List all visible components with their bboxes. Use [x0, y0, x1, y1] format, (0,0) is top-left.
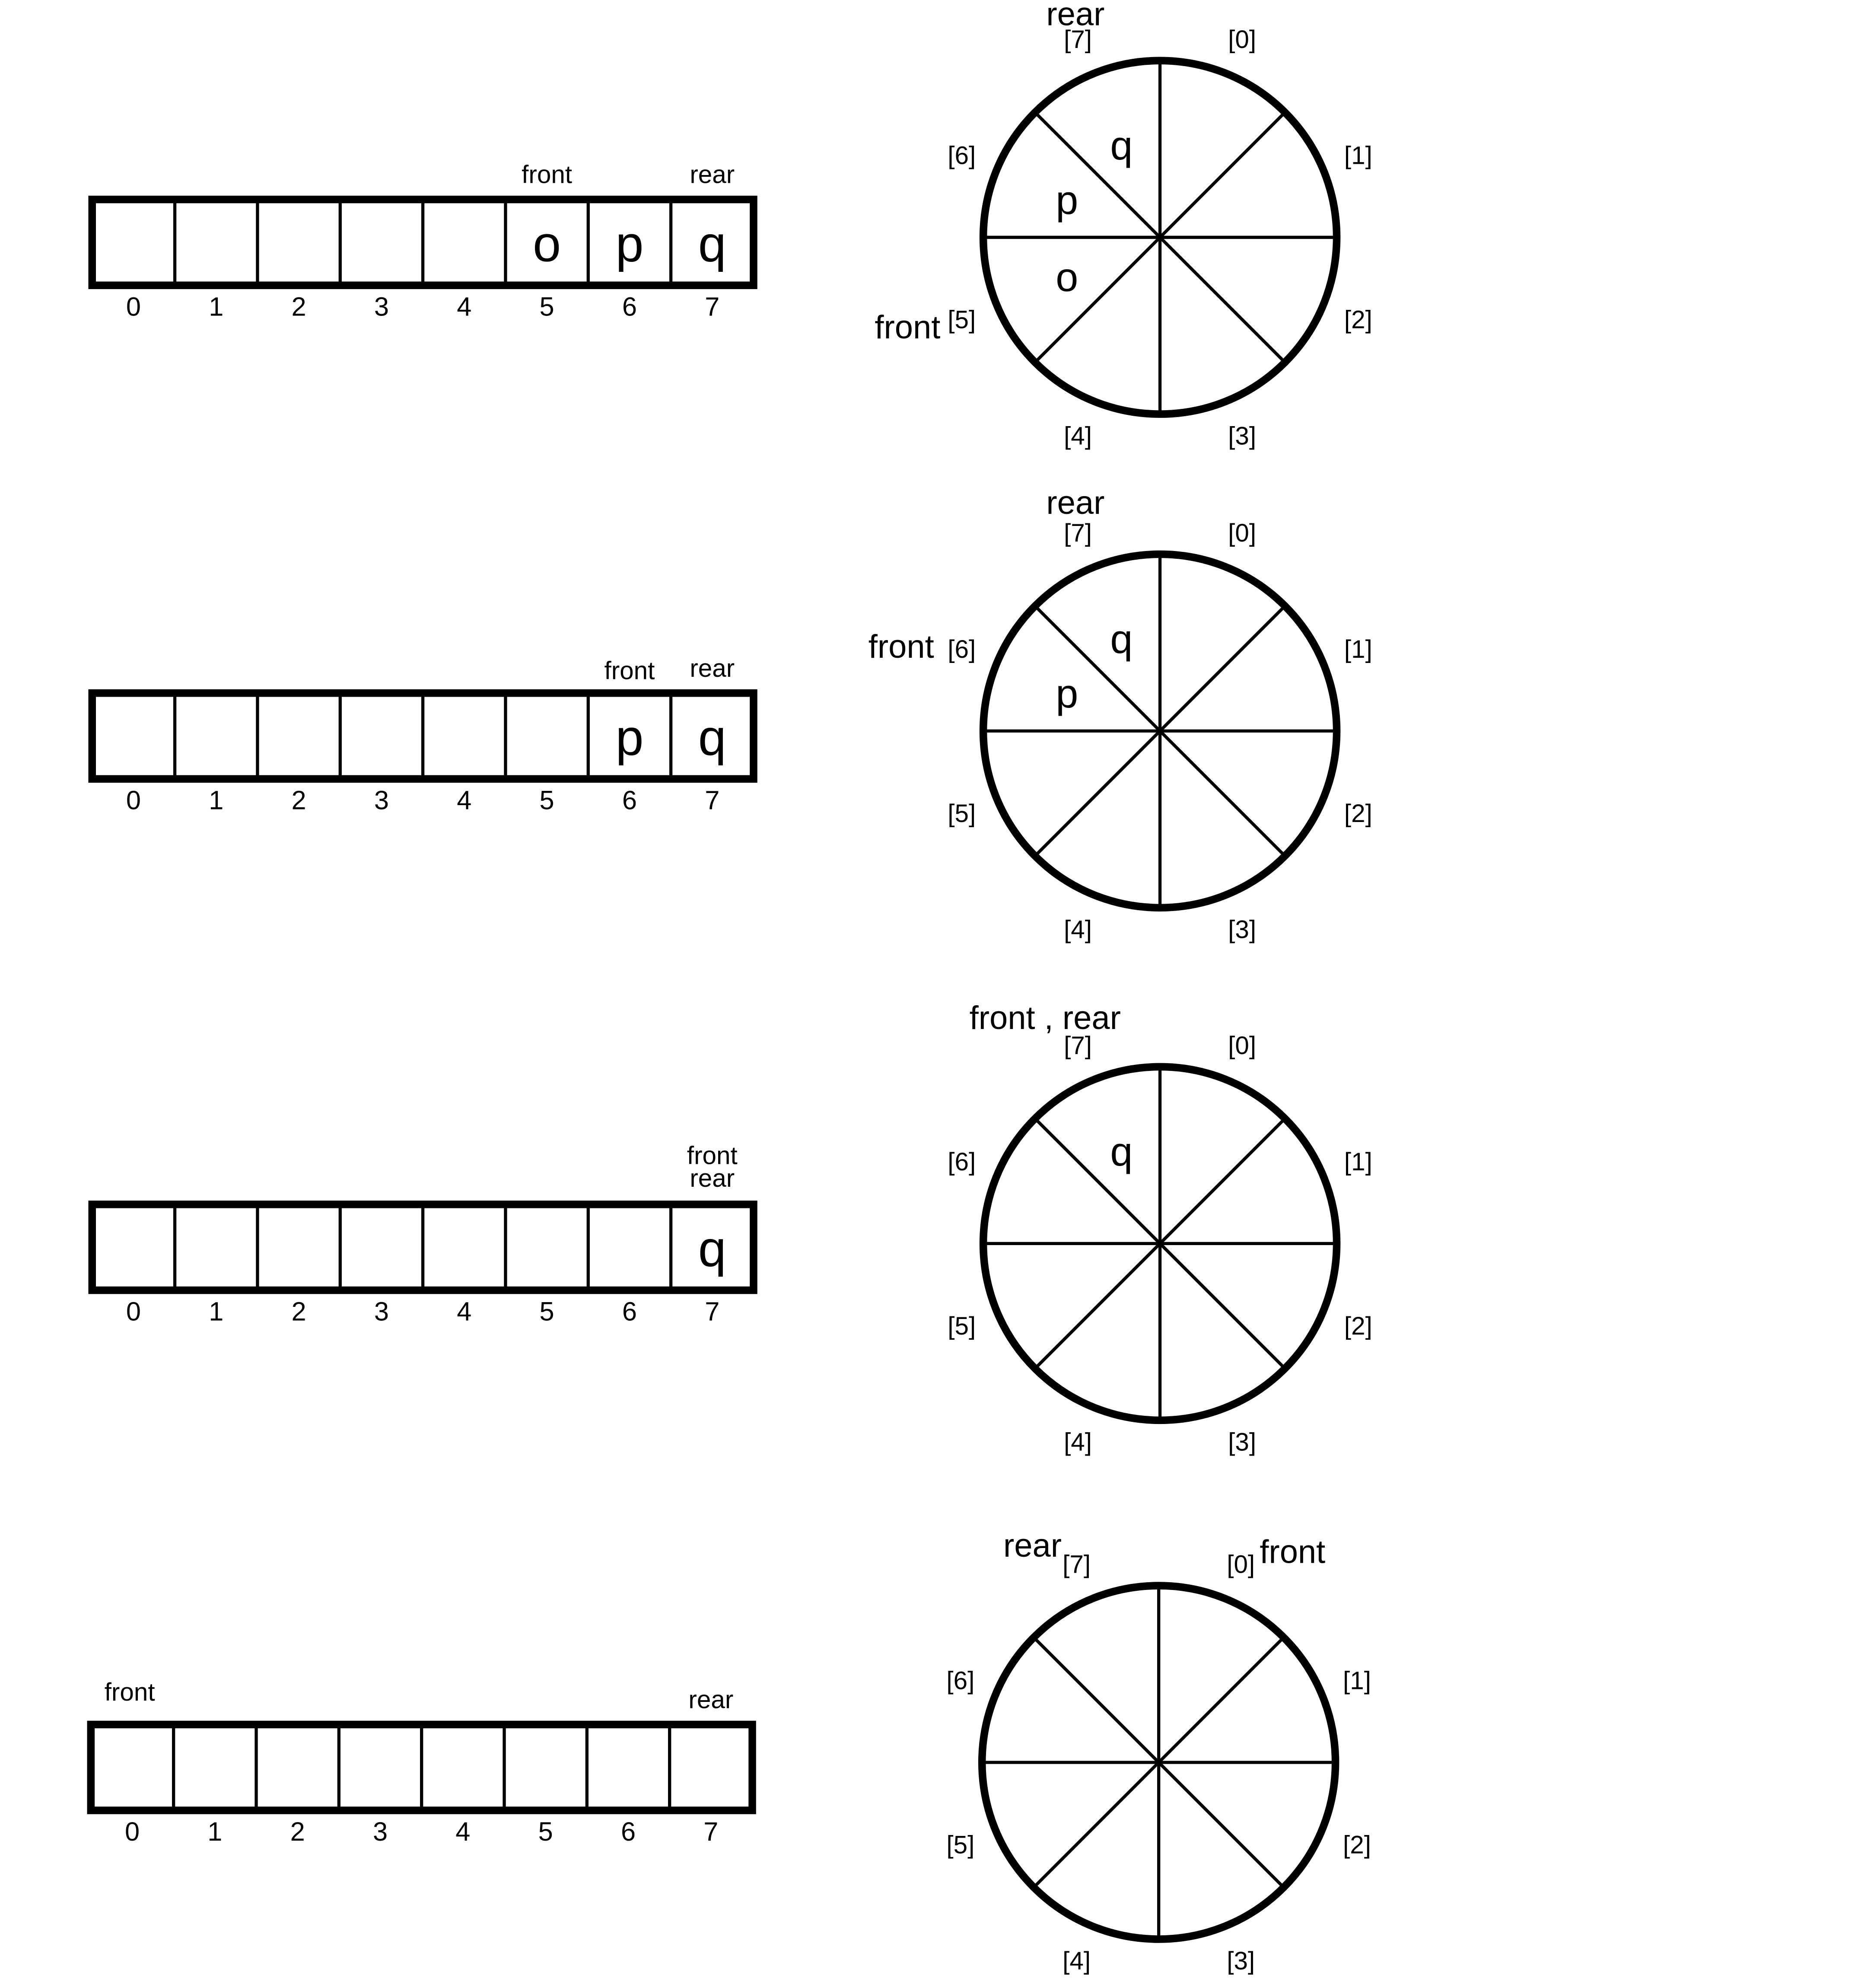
array-index-label: 2: [291, 785, 306, 815]
array-marker-front: front: [687, 1141, 738, 1170]
slot-index-label: [7]: [1063, 1550, 1091, 1579]
slot-value: q: [1110, 616, 1133, 662]
circle-pointer-rear: rear: [1046, 484, 1105, 521]
array-index-label: 5: [539, 785, 554, 815]
array-index-label: 5: [538, 1816, 553, 1847]
slot-index-label: [1]: [1343, 1666, 1371, 1695]
panel-0: [92, 0, 1372, 450]
array-cell-value: q: [698, 1220, 726, 1277]
slot-index-label: [7]: [1064, 519, 1092, 548]
array-index-label: 0: [124, 1816, 140, 1847]
slot-value: q: [1110, 122, 1133, 168]
slot-index-label: [2]: [1343, 1831, 1371, 1859]
slot-index-label: [3]: [1228, 422, 1257, 450]
slot-index-label: [0]: [1228, 519, 1257, 548]
slot-index-label: [7]: [1064, 25, 1092, 54]
array-index-label: 7: [705, 291, 720, 322]
slot-index-label: [3]: [1228, 915, 1257, 944]
array-cell-value: o: [533, 215, 561, 272]
circle-pointer-front: front: [1260, 1533, 1326, 1571]
slot-value: p: [1056, 177, 1079, 223]
array-cell-value: p: [615, 215, 644, 272]
array-marker-rear: rear: [690, 654, 735, 682]
slot-index-label: [1]: [1344, 141, 1372, 170]
array-index-label: 3: [374, 291, 389, 322]
slot-index-label: [3]: [1228, 1428, 1257, 1456]
slot-index-label: [0]: [1228, 25, 1257, 54]
circle-pointer-rear: rear: [1003, 1527, 1062, 1564]
slot-index-label: [0]: [1227, 1550, 1255, 1579]
array-index-label: 2: [290, 1816, 305, 1847]
circle-pointer-front: front: [868, 628, 934, 665]
slot-index-label: [4]: [1064, 1428, 1092, 1456]
slot-index-label: [4]: [1064, 915, 1092, 944]
slot-index-label: [5]: [948, 1312, 976, 1340]
slot-index-label: [6]: [948, 635, 976, 663]
slot-index-label: [1]: [1344, 1147, 1372, 1176]
slot-value: q: [1110, 1129, 1133, 1175]
array-marker-rear: rear: [690, 160, 735, 189]
array-index-label: 2: [291, 1296, 306, 1326]
panel-1: [92, 484, 1372, 944]
slot-value: p: [1056, 671, 1079, 717]
array-index-label: 1: [209, 291, 224, 322]
panel-2: [92, 1000, 1372, 1456]
slot-index-label: [6]: [948, 1147, 976, 1176]
slot-index-label: [0]: [1228, 1032, 1257, 1060]
linear-array: [92, 1141, 754, 1326]
array-index-label: 1: [207, 1816, 223, 1847]
array-marker-front: front: [104, 1678, 155, 1706]
slot-index-label: [6]: [948, 141, 976, 170]
array-index-label: 6: [620, 1816, 636, 1847]
slot-index-label: [3]: [1227, 1947, 1255, 1975]
array-index-label: 1: [209, 1296, 224, 1326]
array-cell-value: q: [698, 709, 726, 766]
array-index-label: 1: [209, 785, 224, 815]
circle-pointer-front-rear: front , rear: [969, 999, 1121, 1036]
array-index-label: 3: [372, 1816, 388, 1847]
array-index-label: 7: [705, 785, 720, 815]
array-marker-front: front: [522, 160, 573, 189]
slot-index-label: [2]: [1344, 799, 1372, 828]
slot-index-label: [6]: [946, 1666, 975, 1695]
array-cell-value: p: [615, 709, 644, 766]
circular-queue: [946, 1527, 1371, 1975]
circle-pointer-front: front: [875, 309, 941, 346]
linear-array: [91, 1678, 752, 1846]
array-index-label: 4: [457, 785, 472, 815]
array-index-label: 0: [126, 1296, 141, 1326]
slot-index-label: [5]: [948, 799, 976, 828]
slot-index-label: [7]: [1064, 1032, 1092, 1060]
panel-3: [91, 1527, 1371, 1975]
array-index-label: 0: [126, 785, 141, 815]
array-index-label: 4: [457, 1296, 472, 1326]
array-index-label: 7: [703, 1816, 719, 1847]
circular-queue: [875, 0, 1372, 450]
slot-value: o: [1056, 254, 1079, 300]
array-index-label: 4: [455, 1816, 471, 1847]
array-index-label: 3: [374, 785, 389, 815]
slot-index-label: [5]: [948, 306, 976, 334]
circular-queue: [948, 1000, 1372, 1456]
array-index-label: 5: [539, 1296, 554, 1326]
slot-index-label: [2]: [1344, 306, 1372, 334]
array-marker-rear: rear: [690, 1164, 735, 1192]
array-index-label: 6: [622, 291, 637, 322]
slot-index-label: [2]: [1344, 1312, 1372, 1340]
array-index-label: 7: [705, 1296, 720, 1326]
array-index-label: 5: [539, 291, 554, 322]
circular-queue: [869, 484, 1372, 944]
slot-index-label: [4]: [1064, 422, 1092, 450]
array-marker-rear: rear: [688, 1685, 734, 1714]
array-index-label: 6: [622, 785, 637, 815]
array-index-label: 0: [126, 291, 141, 322]
circle-pointer-rear: rear: [1046, 0, 1105, 33]
slot-index-label: [5]: [946, 1831, 975, 1859]
linear-array: [92, 654, 754, 815]
array-index-label: 4: [457, 291, 472, 322]
linear-array: [92, 161, 754, 322]
array-index-label: 2: [291, 291, 306, 322]
array-index-label: 3: [374, 1296, 389, 1326]
array-marker-front: front: [604, 656, 655, 685]
array-index-label: 6: [622, 1296, 637, 1326]
array-cell-value: q: [698, 215, 726, 272]
slot-index-label: [4]: [1063, 1947, 1091, 1975]
slot-index-label: [1]: [1344, 635, 1372, 663]
